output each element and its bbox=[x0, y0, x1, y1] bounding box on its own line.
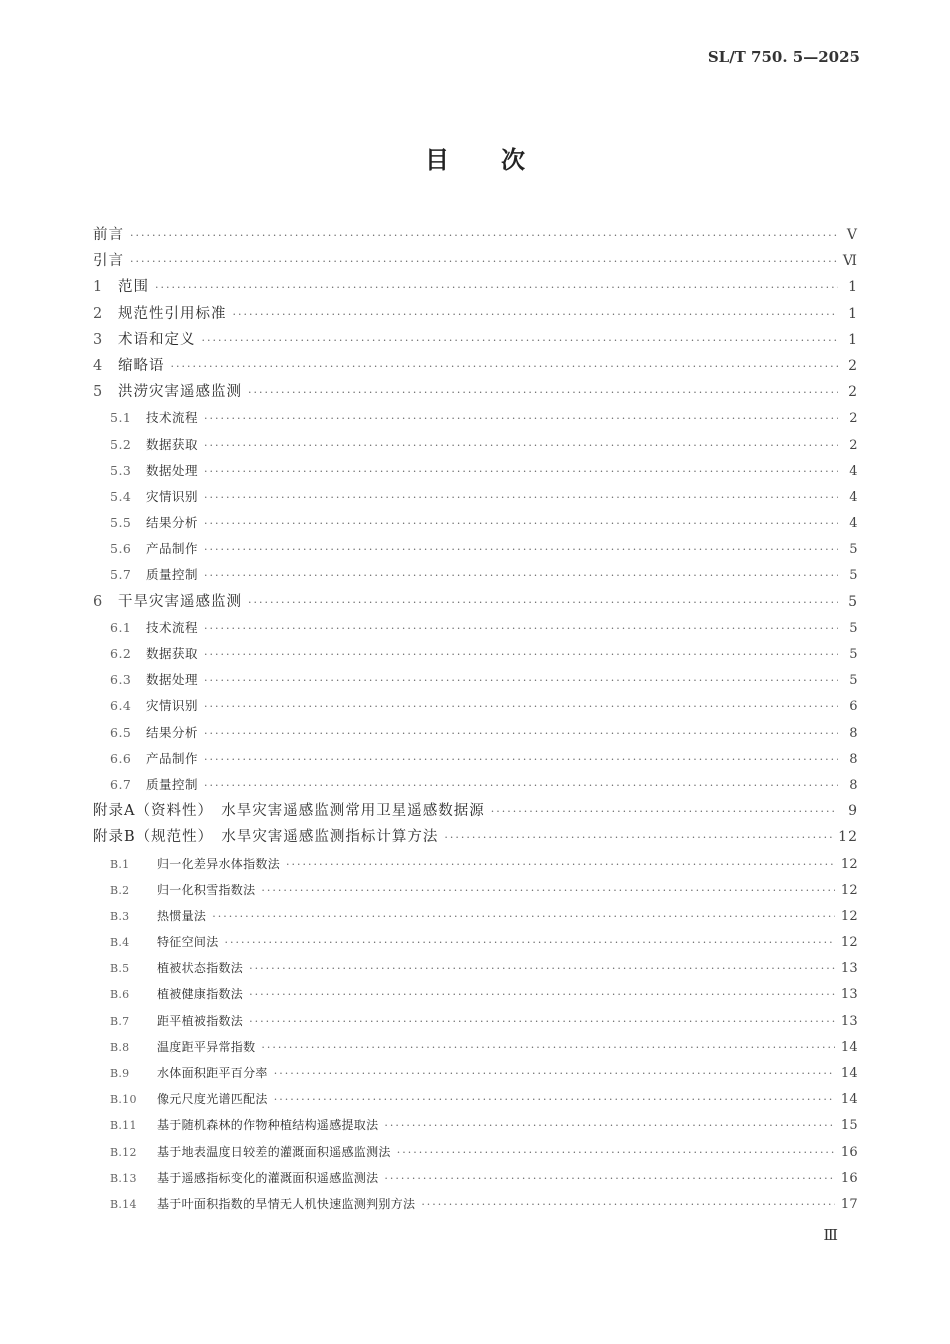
dot-leader bbox=[204, 616, 838, 642]
dot-leader bbox=[204, 747, 838, 773]
toc-entry-page: 5 bbox=[849, 542, 858, 558]
toc-entry-page: 1 bbox=[848, 279, 858, 296]
toc-entry-page: 15 bbox=[840, 1118, 858, 1134]
toc-entry-number: 4 bbox=[93, 357, 104, 374]
table-of-contents bbox=[93, 222, 858, 1217]
toc-entry[interactable] bbox=[93, 1112, 858, 1138]
toc-entry-number: B.2 bbox=[110, 883, 130, 897]
toc-entry-page: 8 bbox=[849, 725, 858, 741]
toc-entry-number: B.5 bbox=[110, 962, 130, 976]
toc-entry-number: 6.5 bbox=[110, 724, 132, 740]
toc-entry[interactable] bbox=[93, 615, 858, 641]
dot-leader bbox=[444, 825, 832, 851]
toc-entry-page: 2 bbox=[848, 384, 858, 401]
toc-entry-page: 1 bbox=[848, 331, 858, 348]
toc-entry-number: B.4 bbox=[110, 936, 130, 950]
toc-entry[interactable] bbox=[93, 955, 858, 981]
toc-entry-number: 5.5 bbox=[110, 515, 132, 531]
toc-entry-label: 范围 bbox=[118, 279, 149, 296]
toc-entry-label: 附录B（规范性） 水旱灾害遥感监测指标计算方法 bbox=[93, 829, 439, 846]
toc-entry-page: 8 bbox=[849, 777, 858, 793]
toc-entry-number: 5.1 bbox=[110, 410, 132, 426]
dot-leader bbox=[261, 878, 834, 904]
toc-entry[interactable] bbox=[93, 746, 858, 772]
dot-leader bbox=[130, 223, 838, 249]
toc-entry-label: 特征空间法 bbox=[157, 935, 219, 950]
toc-entry[interactable] bbox=[93, 641, 858, 667]
toc-entry-page: 4 bbox=[849, 516, 858, 532]
toc-entry-label: 结果分析 bbox=[146, 515, 199, 531]
toc-entry[interactable] bbox=[93, 248, 858, 274]
toc-entry-page: 17 bbox=[840, 1196, 858, 1212]
toc-entry[interactable] bbox=[93, 1086, 858, 1112]
toc-entry[interactable] bbox=[93, 1191, 858, 1217]
toc-entry-number: 6.4 bbox=[110, 698, 132, 714]
toc-entry-label: 归一化积雪指数法 bbox=[157, 882, 256, 897]
toc-entry[interactable] bbox=[93, 798, 858, 824]
toc-entry-number: B.8 bbox=[110, 1040, 130, 1054]
toc-entry-page: 2 bbox=[849, 437, 858, 453]
toc-entry-number: 3 bbox=[93, 331, 104, 348]
dot-leader bbox=[397, 1140, 835, 1166]
dot-leader bbox=[204, 511, 838, 537]
toc-entry-number: B.12 bbox=[110, 1145, 137, 1159]
toc-entry[interactable] bbox=[93, 903, 858, 929]
toc-entry-number: B.13 bbox=[110, 1171, 137, 1185]
toc-entry-number: 6.6 bbox=[110, 750, 132, 766]
page-title: 目次 bbox=[425, 146, 577, 174]
dot-leader bbox=[155, 275, 838, 301]
dot-leader bbox=[204, 642, 838, 668]
toc-entry-label: 灾情识别 bbox=[146, 488, 199, 504]
dot-leader bbox=[204, 563, 838, 589]
dot-leader bbox=[384, 1113, 834, 1139]
toc-entry-page: 13 bbox=[840, 987, 858, 1003]
dot-leader bbox=[130, 249, 837, 275]
toc-entry[interactable] bbox=[93, 353, 858, 379]
toc-entry[interactable] bbox=[93, 877, 858, 903]
toc-entry-label: 植被状态指数法 bbox=[157, 961, 244, 976]
dot-leader bbox=[204, 721, 838, 747]
toc-entry[interactable] bbox=[93, 327, 858, 353]
toc-entry-label: 规范性引用标准 bbox=[118, 305, 227, 322]
toc-entry-label: 热惯量法 bbox=[157, 908, 207, 923]
toc-entry-label: 距平植被指数法 bbox=[157, 1013, 244, 1028]
dot-leader bbox=[204, 694, 838, 720]
toc-entry-page: 2 bbox=[848, 357, 858, 374]
toc-entry-label: 产品制作 bbox=[146, 541, 199, 557]
toc-entry[interactable] bbox=[93, 824, 858, 850]
dot-leader bbox=[204, 433, 838, 459]
toc-entry[interactable] bbox=[93, 693, 858, 719]
dot-leader bbox=[204, 537, 838, 563]
toc-entry-number: 1 bbox=[93, 279, 104, 296]
toc-entry-label: 数据处理 bbox=[146, 462, 199, 478]
dot-leader bbox=[274, 1087, 835, 1113]
dot-leader bbox=[249, 1009, 835, 1035]
toc-entry[interactable] bbox=[93, 851, 858, 877]
dot-leader bbox=[286, 852, 835, 878]
toc-entry-label: 质量控制 bbox=[146, 567, 199, 583]
toc-entry-label: 归一化差异水体指数法 bbox=[157, 856, 281, 871]
toc-entry[interactable] bbox=[93, 667, 858, 693]
toc-entry-page: Ⅵ bbox=[842, 253, 858, 270]
toc-entry-page: 12 bbox=[840, 882, 858, 898]
toc-entry[interactable] bbox=[93, 379, 858, 405]
toc-entry-number: B.7 bbox=[110, 1014, 130, 1028]
toc-entry[interactable] bbox=[93, 589, 858, 615]
dot-leader bbox=[491, 799, 838, 825]
toc-entry-page: 2 bbox=[849, 411, 858, 427]
toc-entry[interactable] bbox=[93, 432, 858, 458]
document-code: SL/T 750. 5—2025 bbox=[707, 48, 860, 66]
toc-entry-page: 1 bbox=[848, 305, 858, 322]
toc-entry-page: 12 bbox=[840, 856, 858, 872]
toc-entry-page: 4 bbox=[849, 489, 858, 505]
toc-entry-label: 水体面积距平百分率 bbox=[157, 1066, 268, 1080]
dot-leader bbox=[248, 380, 838, 406]
toc-entry-label: 缩略语 bbox=[118, 357, 165, 374]
toc-entry-label: 引言 bbox=[93, 253, 124, 270]
toc-entry-page: 12 bbox=[840, 935, 858, 951]
toc-entry[interactable] bbox=[93, 301, 858, 327]
toc-entry-label: 前言 bbox=[93, 227, 124, 243]
dot-leader bbox=[249, 982, 835, 1008]
toc-entry-number: 6.1 bbox=[110, 619, 132, 635]
toc-entry-page: 8 bbox=[849, 751, 858, 767]
toc-entry-page: 12 bbox=[840, 908, 858, 924]
toc-entry-page: 14 bbox=[840, 1092, 858, 1108]
toc-entry-page: 13 bbox=[840, 1013, 858, 1029]
toc-entry[interactable] bbox=[93, 562, 858, 588]
toc-entry-label: 基于遥感指标变化的灌溉面积遥感监测法 bbox=[157, 1170, 379, 1185]
toc-entry[interactable] bbox=[93, 981, 858, 1007]
dot-leader bbox=[225, 930, 835, 956]
page-number: Ⅲ bbox=[823, 1226, 838, 1244]
toc-entry-page: 4 bbox=[849, 463, 858, 479]
dot-leader bbox=[202, 328, 839, 354]
toc-entry[interactable] bbox=[93, 458, 858, 484]
toc-entry[interactable] bbox=[93, 510, 858, 536]
toc-entry-number: 5.7 bbox=[110, 567, 132, 583]
toc-entry-page: 5 bbox=[849, 620, 858, 636]
toc-entry-label: 数据处理 bbox=[146, 672, 199, 688]
toc-entry[interactable] bbox=[93, 274, 858, 300]
toc-entry-number: B.14 bbox=[110, 1197, 137, 1211]
dot-leader bbox=[204, 773, 838, 799]
toc-entry-label: 附录A（资料性） 水旱灾害遥感监测常用卫星遥感数据源 bbox=[93, 803, 485, 820]
toc-entry-page: 5 bbox=[849, 647, 858, 662]
dot-leader bbox=[248, 590, 838, 616]
toc-entry-page: Ⅴ bbox=[846, 227, 858, 243]
dot-leader bbox=[274, 1061, 835, 1087]
dot-leader bbox=[204, 406, 838, 432]
dot-leader bbox=[171, 354, 839, 380]
toc-entry-number: B.3 bbox=[110, 909, 130, 923]
toc-entry-number: 5.6 bbox=[110, 541, 132, 557]
toc-entry[interactable] bbox=[93, 1165, 858, 1191]
toc-entry-page: 16 bbox=[840, 1144, 858, 1160]
toc-entry-label: 数据获取 bbox=[146, 646, 199, 661]
toc-entry-number: 2 bbox=[93, 305, 104, 322]
toc-entry-page: 5 bbox=[849, 673, 858, 689]
toc-entry-label: 技术流程 bbox=[146, 410, 199, 426]
toc-entry-label: 像元尺度光谱匹配法 bbox=[157, 1092, 268, 1107]
toc-entry[interactable] bbox=[93, 772, 858, 798]
dot-leader bbox=[204, 485, 838, 511]
toc-entry-page: 6 bbox=[849, 699, 858, 715]
toc-entry-label: 术语和定义 bbox=[118, 331, 196, 348]
toc-entry-number: B.11 bbox=[110, 1119, 137, 1133]
toc-entry-number: 5.3 bbox=[110, 462, 132, 478]
toc-entry-page: 14 bbox=[840, 1039, 858, 1055]
toc-entry-page: 13 bbox=[840, 961, 858, 977]
toc-entry-label: 干旱灾害遥感监测 bbox=[118, 593, 242, 610]
toc-entry[interactable] bbox=[93, 1034, 858, 1060]
toc-entry-number: 6.3 bbox=[110, 672, 132, 688]
toc-entry-label: 植被健康指数法 bbox=[157, 987, 244, 1002]
toc-entry-label: 结果分析 bbox=[146, 724, 199, 740]
toc-entry-page: 5 bbox=[849, 568, 858, 584]
toc-entry-number: B.9 bbox=[110, 1067, 130, 1080]
toc-entry[interactable] bbox=[93, 929, 858, 955]
toc-entry-number: 5.4 bbox=[110, 488, 132, 504]
toc-entry-label: 基于叶面积指数的旱情无人机快速监测判别方法 bbox=[157, 1196, 416, 1211]
toc-entry[interactable] bbox=[93, 1008, 858, 1034]
toc-entry[interactable] bbox=[93, 536, 858, 562]
toc-entry-number: B.6 bbox=[110, 988, 130, 1002]
toc-entry-number: B.10 bbox=[110, 1093, 137, 1107]
toc-entry[interactable] bbox=[93, 1060, 858, 1086]
toc-entry[interactable] bbox=[93, 1139, 858, 1165]
toc-entry-number: 5.2 bbox=[110, 436, 132, 452]
toc-entry-label: 洪涝灾害遥感监测 bbox=[118, 384, 242, 401]
toc-entry-page: 12 bbox=[838, 829, 858, 846]
dot-leader bbox=[233, 302, 839, 328]
toc-entry-label: 基于随机森林的作物种植结构遥感提取法 bbox=[157, 1118, 379, 1133]
toc-entry-label: 灾情识别 bbox=[146, 698, 199, 714]
toc-entry[interactable] bbox=[93, 405, 858, 431]
toc-entry[interactable] bbox=[93, 484, 858, 510]
dot-leader bbox=[249, 956, 835, 982]
toc-entry-label: 数据获取 bbox=[146, 436, 199, 452]
toc-entry-page: 5 bbox=[848, 593, 858, 610]
toc-entry-page: 14 bbox=[840, 1066, 858, 1081]
dot-leader bbox=[421, 1192, 835, 1218]
toc-entry[interactable] bbox=[93, 720, 858, 746]
toc-entry[interactable] bbox=[93, 222, 858, 248]
toc-entry-number: 6 bbox=[93, 593, 104, 610]
toc-entry-label: 产品制作 bbox=[146, 750, 199, 766]
toc-entry-label: 质量控制 bbox=[146, 776, 199, 792]
toc-entry-label: 温度距平异常指数 bbox=[157, 1039, 256, 1054]
toc-entry-number: 5 bbox=[93, 384, 104, 401]
dot-leader bbox=[204, 668, 838, 694]
dot-leader bbox=[261, 1035, 834, 1061]
toc-entry-number: B.1 bbox=[110, 857, 130, 871]
toc-entry-label: 技术流程 bbox=[146, 619, 199, 635]
toc-entry-label: 基于地表温度日较差的灌溉面积遥感监测法 bbox=[157, 1144, 391, 1159]
dot-leader bbox=[212, 904, 835, 930]
toc-entry-page: 9 bbox=[848, 803, 858, 820]
dot-leader bbox=[384, 1166, 834, 1192]
dot-leader bbox=[204, 459, 838, 485]
toc-entry-number: 6.7 bbox=[110, 776, 132, 792]
toc-entry-number: 6.2 bbox=[110, 646, 132, 661]
toc-entry-page: 16 bbox=[840, 1170, 858, 1186]
